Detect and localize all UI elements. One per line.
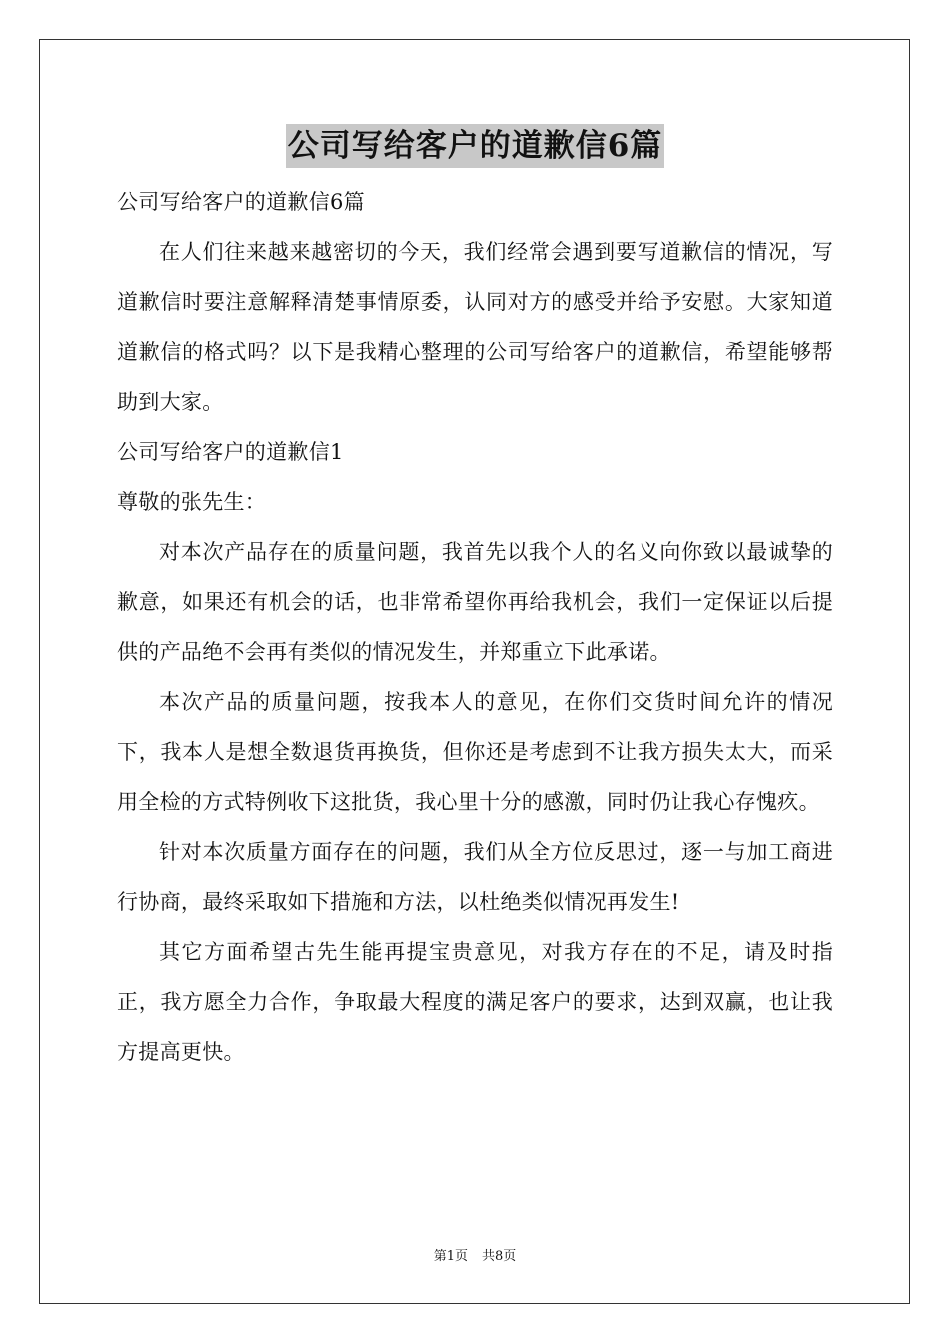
- paragraph: 公司写给客户的道歉信6篇: [117, 190, 365, 214]
- paragraph: 在人们往来越来越密切的今天，我们经常会遇到要写道歉信的情况，写道歉信时要注意解释清楚事情原委，认同对方的感受并给予安慰。大家知道道歉信的格式吗？以下是我精心整理的公司写给客户的道歉信，希望能够帮助到大家。: [117, 240, 833, 414]
- page-footer: [0, 1247, 950, 1267]
- page-number: 第1页: [433, 1249, 468, 1264]
- paragraph: 其它方面希望古先生能再提宝贵意见，对我方存在的不足，请及时指正，我方愿全力合作，争取最大程度的满足客户的要求，达到双赢，也让我方提高更快。: [117, 940, 833, 1064]
- paragraph: 尊敬的张先生：: [117, 490, 267, 514]
- page-total: 共8页: [482, 1249, 517, 1264]
- paragraph: 针对本次质量方面存在的问题，我们从全方位反思过，逐一与加工商进行协商，最终采取如下措施和方法，以杜绝类似情况再发生!: [117, 840, 833, 914]
- paragraph: 公司写给客户的道歉信1: [117, 440, 344, 464]
- document-body: [117, 177, 833, 1077]
- title-container: [0, 124, 950, 168]
- paragraph: 对本次产品存在的质量问题，我首先以我个人的名义向你致以最诚挚的歉意，如果还有机会的话，也非常希望你再给我机会，我们一定保证以后提供的产品绝不会再有类似的情况发生，并郑重立下此承诺。: [117, 540, 833, 664]
- document-title: 公司写给客户的道歉信6篇: [286, 124, 665, 168]
- paragraph: 本次产品的质量问题，按我本人的意见，在你们交货时间允许的情况下，我本人是想全数退货再换货，但你还是考虑到不让我方损失太大，而采用全检的方式特例收下这批货，我心里十分的感激，同时仍让我心存愧疚。: [117, 690, 833, 814]
